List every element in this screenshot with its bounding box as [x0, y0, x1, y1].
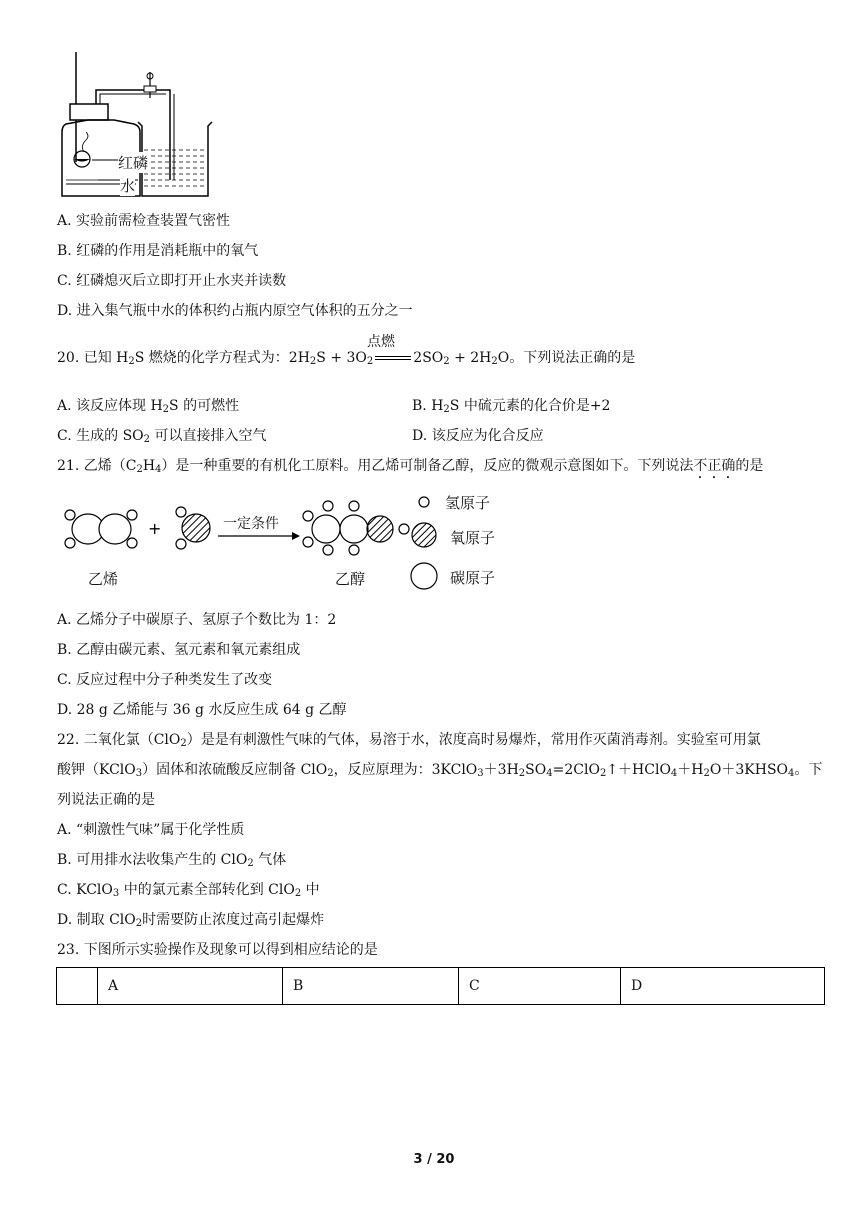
ethylene-molecule	[65, 510, 137, 548]
label-ethanol: 乙醇	[335, 570, 366, 588]
svg-text:+: +	[148, 519, 162, 538]
label-ethylene: 乙烯	[88, 570, 119, 588]
label-water: 水	[120, 177, 136, 195]
q19-option-d: D. 进入集气瓶中水的体积约占瓶内原空气体积的五分之一	[57, 303, 413, 319]
table-cell-blank	[57, 968, 98, 1005]
legend-symbols	[411, 497, 437, 589]
legend-carbon: 碳原子	[450, 569, 496, 587]
q20-option-a: A. 该反应体现 $H_2S$ 的可燃性	[57, 398, 240, 415]
ethanol-molecule	[303, 501, 409, 555]
q22-option-a: A. “刺激性气味”属于化学性质	[57, 822, 245, 838]
label-red-phosphorus: 红磷	[118, 154, 149, 172]
arrow-label: 一定条件	[223, 516, 279, 532]
q20-option-c: C. 生成的 $SO_2$ 可以直接排入空气	[57, 428, 267, 445]
q22-stem-line1: 22. 二氧化氯（ClO$_2$）是是有刺激性气味的气体，易溶于水，浓度高时易爆炸，常用作灭菌消毒剂。实验室可用氯	[57, 732, 761, 749]
apparatus-figure	[52, 52, 232, 200]
q21-emphasis: 不正确	[693, 458, 736, 474]
q20-option-d: D. 该反应为化合反应	[412, 428, 544, 444]
q22-stem-line2: 酸钾（KClO$_3$）固体和浓硫酸反应制备 ClO$_2$，反应原理为：$3KClO_3+3H_2SO_4=2ClO_2↑+HClO_4+H_2O+3KHSO_4$。下	[57, 762, 823, 779]
q22-option-c: C. KClO$_3$ 中的氯元素全部转化到 ClO$_2$ 中	[57, 882, 320, 899]
q23-stem: 23. 下图所示实验操作及现象可以得到相应结论的是	[57, 942, 378, 958]
table-cell-b: B	[283, 968, 459, 1005]
legend-oxygen: 氧原子	[450, 529, 496, 547]
table-row	[57, 968, 825, 1005]
q19-option-c: C. 红磷熄灭后立即打开止水夹并读数	[57, 273, 287, 289]
q22-option-b: B. 可用排水法收集产生的 ClO$_2$ 气体	[57, 852, 287, 869]
water-molecule	[176, 507, 210, 549]
q21-option-a: A. 乙烯分子中碳原子、氢原子个数比为 1：2	[57, 612, 337, 628]
q21-option-d: D. 28 g 乙烯能与 36 g 水反应生成 64 g 乙醇	[57, 702, 347, 718]
q19-option-a: A. 实验前需检查装置气密性	[57, 213, 231, 229]
q23-table	[56, 967, 825, 1005]
q20-condition: 点燃	[367, 334, 395, 350]
q20-stem: 20. 已知 $H_2S$ 燃烧的化学方程式为：$2H_2S + 3O_2$ $2SO_2 + 2H_2O$。下列说法正确的是	[57, 350, 636, 367]
table-cell-d: D	[621, 968, 825, 1005]
page-number: 3 / 20	[413, 1152, 455, 1167]
q21-stem: 21. 乙烯$(C_2H_4)$是一种重要的有机化工原料。用乙烯可制备乙醇，反应的微观示意图如下。下列说法不正确的是	[57, 458, 764, 475]
q19-option-b: B. 红磷的作用是消耗瓶中的氧气	[57, 243, 259, 259]
legend-hydrogen: 氢原子	[445, 494, 491, 512]
table-cell-a: A	[98, 968, 283, 1005]
reaction-diagram	[58, 488, 508, 596]
q22-option-d: D. 制取 ClO$_2$时需要防止浓度过高引起爆炸	[57, 912, 325, 929]
q22-stem-line3: 列说法正确的是	[57, 792, 155, 808]
q21-option-b: B. 乙醇由碳元素、氢元素和氧元素组成	[57, 642, 301, 658]
q21-option-c: C. 反应过程中分子种类发生了改变	[57, 672, 273, 688]
table-cell-c: C	[459, 968, 621, 1005]
q20-option-b: B. $H_2S$ 中硫元素的化合价是+2	[412, 398, 611, 415]
